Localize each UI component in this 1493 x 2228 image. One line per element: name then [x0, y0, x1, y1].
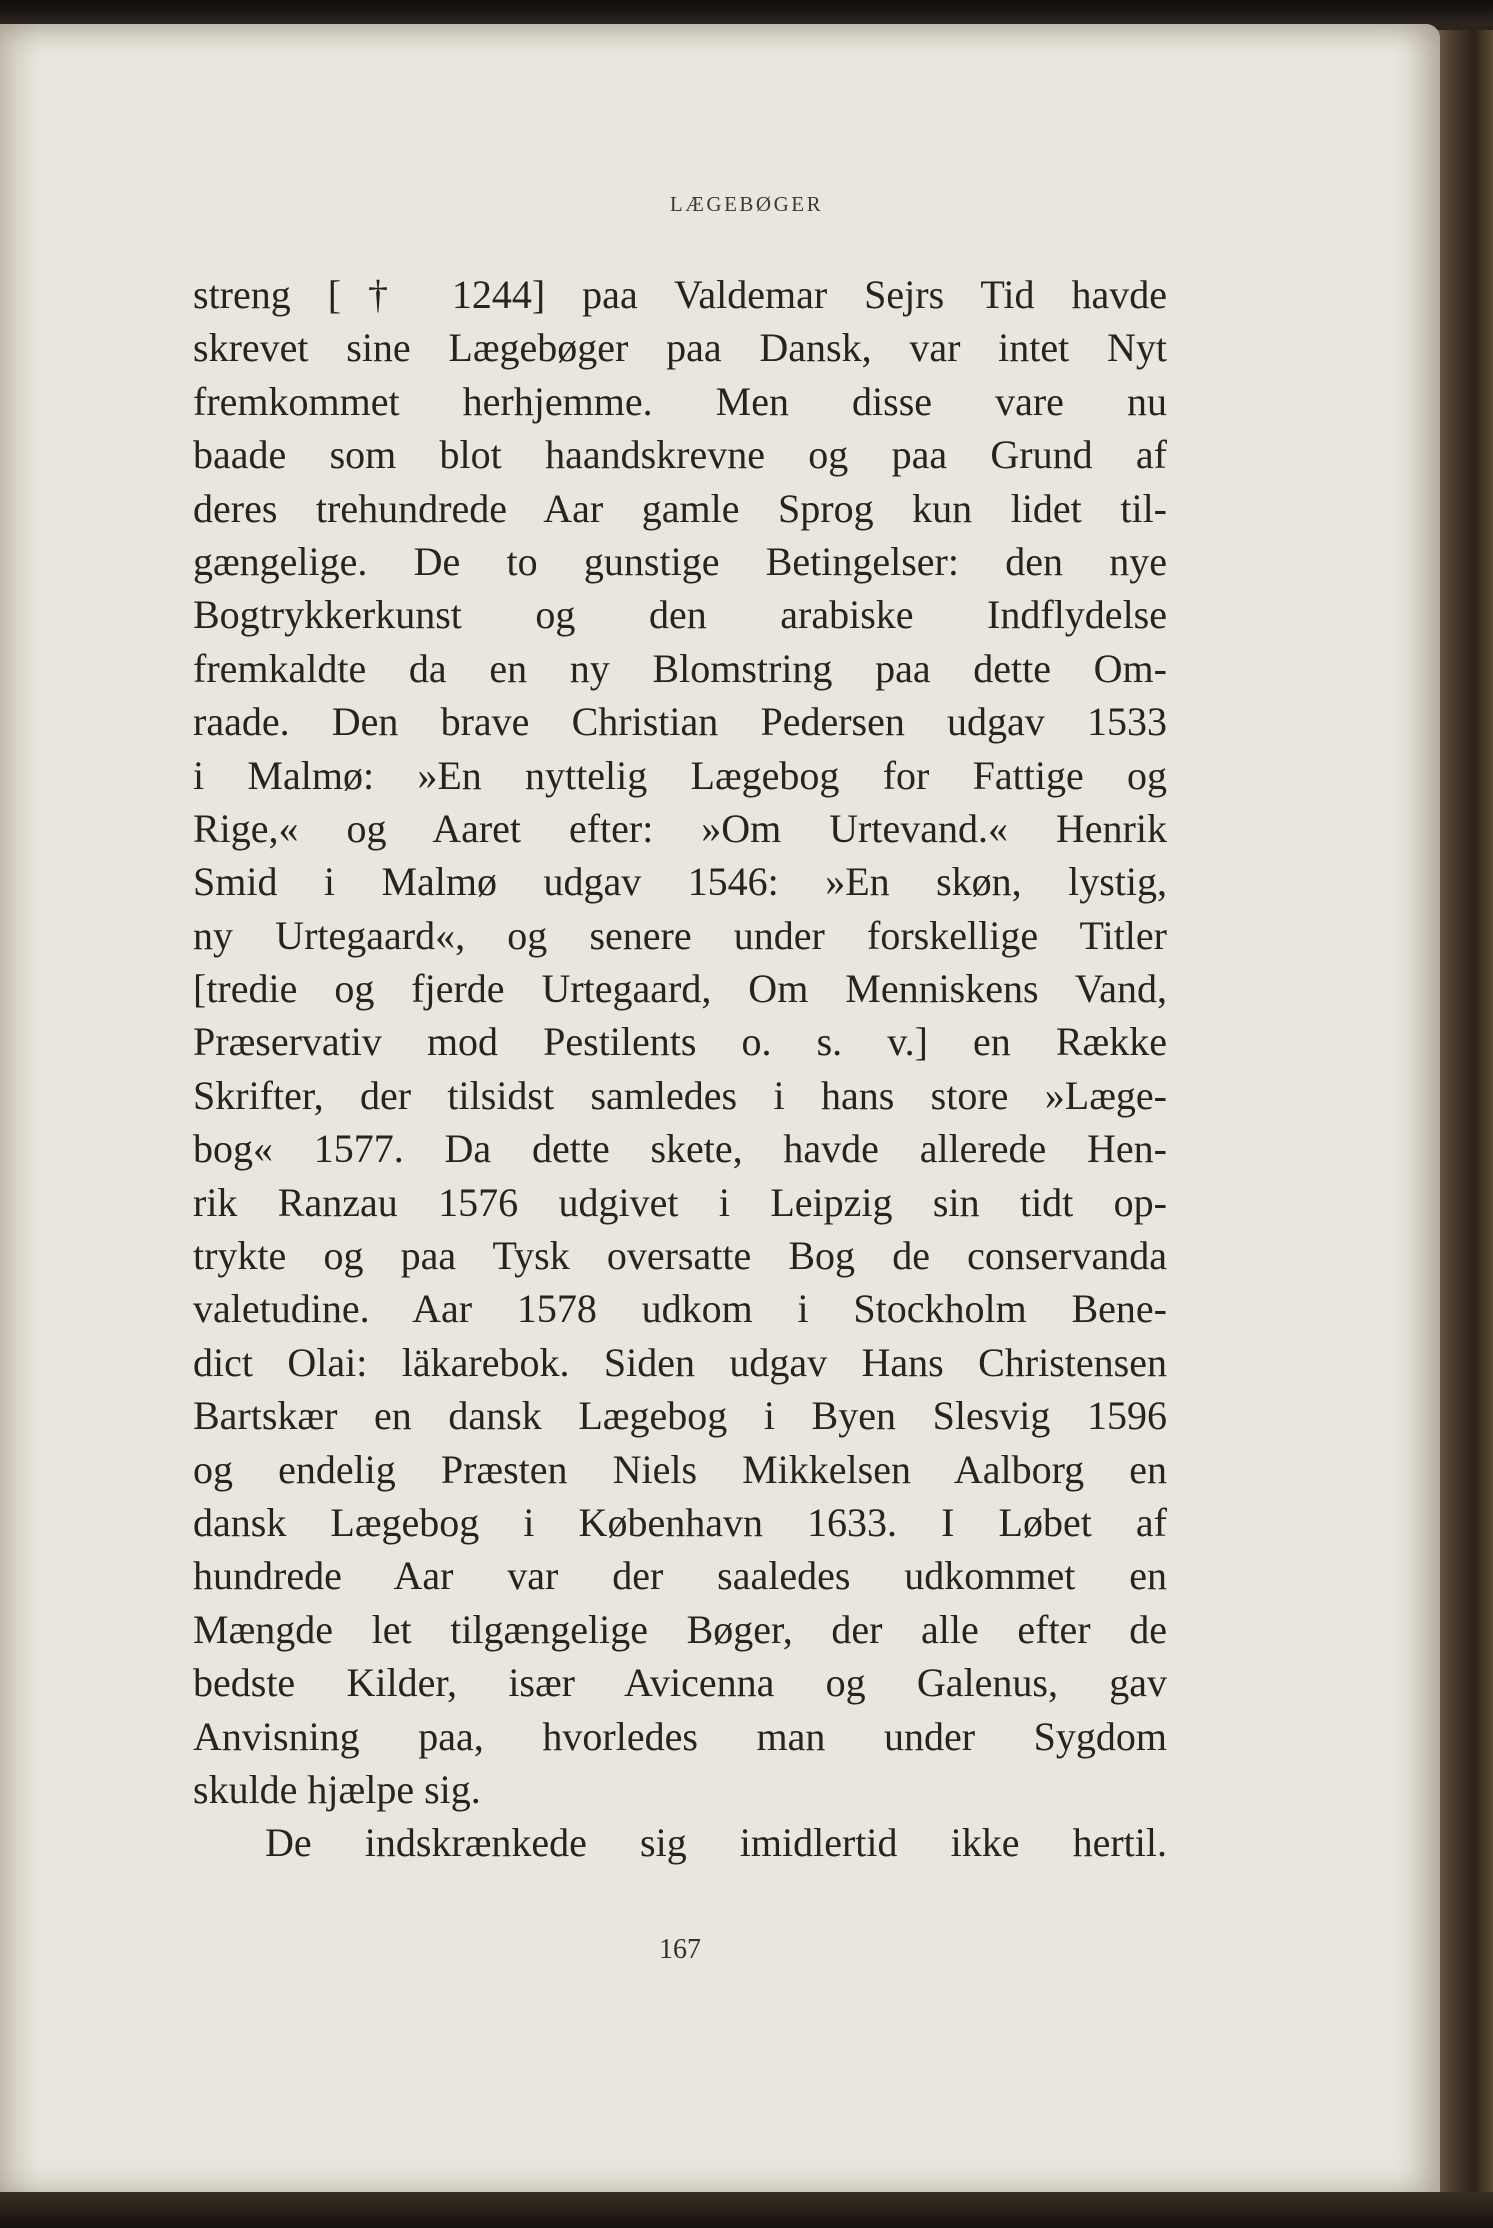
text-line: dict Olai: läkarebok. Siden udgav Hans Christensen [193, 1339, 1167, 1385]
text-line: Skrifter, der tilsidst samledes i hans store »Læge- [193, 1072, 1167, 1118]
text-line: i Malmø: »En nyttelig Lægebog for Fattige og [193, 752, 1167, 798]
running-head: LÆGEBØGER [669, 192, 824, 216]
text-line: skulde hjælpe sig. [193, 1766, 481, 1812]
text-line: De indskrænkede sig imidlertid ikke hertil. [265, 1820, 1167, 1866]
text-line: Præservativ mod Pestilents o. s. v.] en Række [193, 1019, 1167, 1065]
text-line: og endelig Præsten Niels Mikkelsen Aalborg en [193, 1446, 1167, 1492]
text-line: trykte og paa Tysk oversatte Bog de conservanda [193, 1233, 1167, 1279]
text-line: Bogtrykkerkunst og den arabiske Indflydelse [193, 592, 1167, 638]
text-line: dansk Lægebog i København 1633. I Løbet af [193, 1499, 1167, 1545]
text-line: Smid i Malmø udgav 1546: »En skøn, lystig, [193, 859, 1167, 905]
text-line: Mængde let tilgængelige Bøger, der alle efter de [193, 1606, 1167, 1652]
text-line: bog« 1577. Da dette skete, havde allerede Hen- [193, 1126, 1167, 1172]
text-line: valetudine. Aar 1578 udkom i Stockholm Bene- [193, 1286, 1167, 1332]
text-line: rik Ranzau 1576 udgivet i Leipzig sin tidt op- [193, 1179, 1167, 1225]
body-text [193, 268, 1167, 1870]
text-line: Bartskær en dansk Lægebog i Byen Slesvig 1596 [193, 1393, 1167, 1439]
text-line: Anvisning paa, hvorledes man under Sygdom [193, 1713, 1167, 1759]
text-line: streng [† 1244] paa Valdemar Sejrs Tid havde [193, 272, 1167, 317]
text-line: fremkommet herhjemme. Men disse vare nu [193, 378, 1167, 424]
text-line: Rige,« og Aaret efter: »Om Urtevand.« Henrik [193, 805, 1167, 851]
page-number: 167 [659, 1934, 701, 1965]
text-line: [tredie og fjerde Urtegaard, Om Menniskens Vand, [193, 966, 1167, 1012]
bottom-page-edge [0, 2192, 1493, 2228]
text-line: ny Urtegaard«, og senere under forskellige Titler [193, 912, 1167, 958]
text-line: gængelige. De to gunstige Betingelser: den nye [193, 538, 1167, 584]
page-gutter-shade [0, 24, 40, 2192]
text-line: skrevet sine Lægebøger paa Dansk, var intet Nyt [193, 325, 1167, 371]
text-line: bedste Kilder, især Avicenna og Galenus, gav [193, 1660, 1167, 1706]
text-line: raade. Den brave Christian Pedersen udgav 1533 [193, 699, 1167, 745]
text-line: hundrede Aar var der saaledes udkommet en [193, 1553, 1167, 1599]
text-line: baade som blot haandskrevne og paa Grund af [193, 432, 1167, 478]
text-line: deres trehundrede Aar gamle Sprog kun lidet til- [193, 485, 1167, 531]
top-page-edge [0, 0, 1493, 26]
text-line: fremkaldte da en ny Blomstring paa dette Om- [193, 645, 1167, 691]
